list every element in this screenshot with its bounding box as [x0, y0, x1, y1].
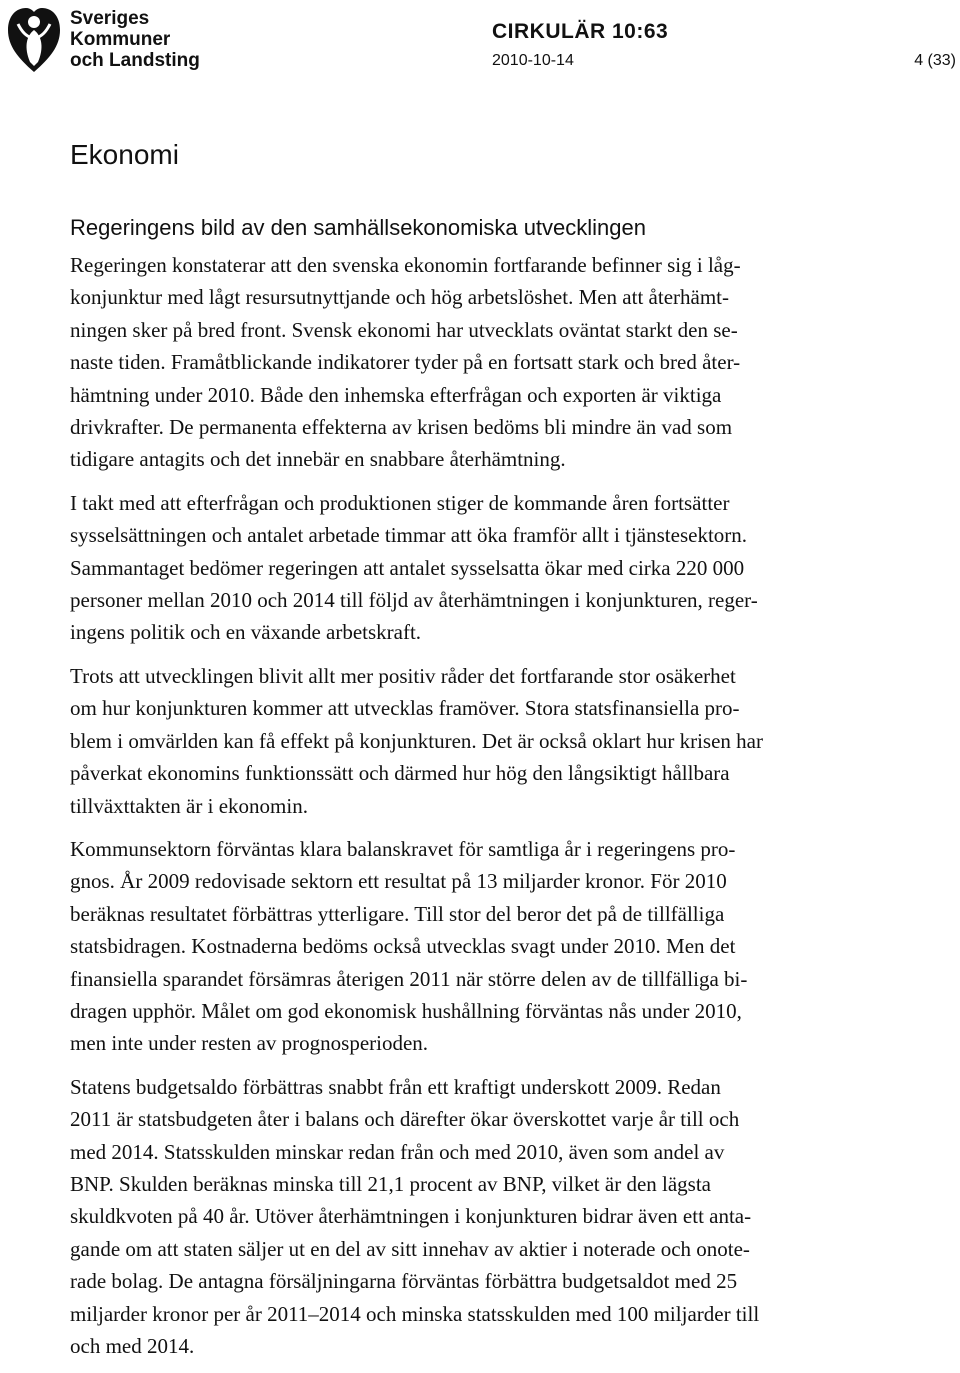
paragraph-line: ingens politik och en växande arbetskraft. [70, 620, 422, 645]
paragraph-line: dragen upphör. Målet om god ekonomisk hushållning förväntas nås under 2010, [70, 998, 742, 1023]
paragraph-line: tillväxttakten är i ekonomin. [70, 793, 308, 818]
paragraph-line: sysselsättningen och antalet arbetade timmar att öka framför allt i tjänstesektorn. [70, 523, 748, 548]
page-title: Ekonomi [70, 139, 179, 170]
paragraph-line: Sammantaget bedömer regeringen att antalet sysselsatta ökar med cirka 220 000 [70, 555, 745, 580]
paragraph-line: påverkat ekonomins funktionssätt och därmed hur hög den långsiktigt hållbara [70, 761, 730, 786]
paragraph-line: om hur konjunkturen kommer att utvecklas framöver. Stora statsfinansiella pro- [70, 696, 740, 721]
paragraph-line: hämtning under 2010. Både den inhemska efterfrågan och exporten är viktiga [70, 382, 722, 407]
paragraph-line: gande om att staten säljer ut en del av sitt innehav av aktier i noterade och onote- [70, 1236, 750, 1261]
org-name-line3: och Landsting [70, 50, 200, 71]
paragraph-line: I takt med att efterfrågan och produktionen stiger de kommande åren fortsätter [70, 490, 730, 515]
paragraph [70, 1071, 920, 1363]
paragraph-line: blem i omvärlden kan få effekt på konjunkturen. Det är också oklart hur krisen har [70, 728, 763, 753]
paragraph-line: Trots att utvecklingen blivit allt mer positiv råder det fortfarande stor osäkerhet [70, 663, 736, 688]
paragraph-line: statsbidragen. Kostnaderna bedöms också utvecklas svagt under 2010. Men det [70, 934, 736, 959]
paragraph-line: och med 2014. [70, 1334, 195, 1358]
paragraph-line: gnos. År 2009 redovisade sektorn ett resultat på 13 miljarder kronor. För 2010 [70, 869, 727, 894]
paragraph-line: personer mellan 2010 och 2014 till följd av återhämtningen i konjunkturen, reger- [70, 588, 758, 613]
paragraph-line: 2011 är statsbudgeten åter i balans och därefter ökar överskottet varje år till och [70, 1107, 740, 1132]
paragraph-line: BNP. Skulden beräknas minska till 21,1 procent av BNP, vilket är den lägsta [70, 1171, 711, 1196]
circular-date: 2010-10-14 [492, 52, 574, 69]
org-logo [4, 2, 200, 76]
paragraph-line: ningen sker på bred front. Svensk ekonomi har utvecklats oväntat starkt den se- [70, 317, 738, 342]
paragraph-line: konjunktur med lågt resursutnyttjande och hög arbetslöshet. Men att återhämt- [70, 285, 729, 310]
section-heading: Regeringens bild av den samhällsekonomiska utvecklingen [70, 215, 646, 240]
paragraph-line: skuldkvoten på 40 år. Utöver återhämtningen i konjunkturen bidrar även ett anta- [70, 1204, 752, 1229]
circular-number: CIRKULÄR 10:63 [492, 20, 669, 43]
paragraph [70, 833, 920, 1060]
paragraph [70, 660, 920, 822]
paragraph-line: finansiella sparandet försämras återigen 2011 när större delen av de tillfälliga bi- [70, 966, 748, 991]
paragraph-line: miljarder kronor per år 2011–2014 och minska statsskulden med 100 miljarder till [70, 1301, 760, 1326]
document-body [70, 133, 920, 1373]
paragraph-line: beräknas resultatet förbättras ytterligare. Till stor del beror det på de tillfälliga [70, 901, 725, 926]
paragraph [70, 487, 920, 649]
paragraph-line: med 2014. Statsskulden minskar redan från och med 2010, även som andel av [70, 1139, 725, 1164]
paragraph-line: Statens budgetsaldo förbättras snabbt från ett kraftigt underskott 2009. Redan [70, 1074, 721, 1099]
org-name-line1: Sveriges [70, 8, 150, 29]
org-name-line2: Kommuner [70, 29, 171, 50]
paragraph [70, 249, 920, 476]
paragraph-line: naste tiden. Framåtblickande indikatorer tyder på en fortsatt stark och bred åter- [70, 350, 741, 375]
paragraph-line: Kommunsektorn förväntas klara balanskravet för samtliga år i regeringens pro- [70, 836, 736, 861]
page-number: 4 (33) [914, 52, 956, 69]
paragraph-line: drivkrafter. De permanenta effekterna av krisen bedöms bli mindre än vad som [70, 415, 733, 440]
paragraph-line: Regeringen konstaterar att den svenska ekonomin fortfarande befinner sig i låg- [70, 253, 741, 277]
heart-figure-icon [4, 2, 64, 76]
paragraph-line: men inte under resten av prognosperioden. [70, 1031, 429, 1056]
paragraph-line: rade bolag. De antagna försäljningarna förväntas förbättra budgetsaldot med 25 [70, 1269, 738, 1294]
paragraph-line: tidigare antagits och det innebär en snabbare återhämtning. [70, 447, 566, 472]
